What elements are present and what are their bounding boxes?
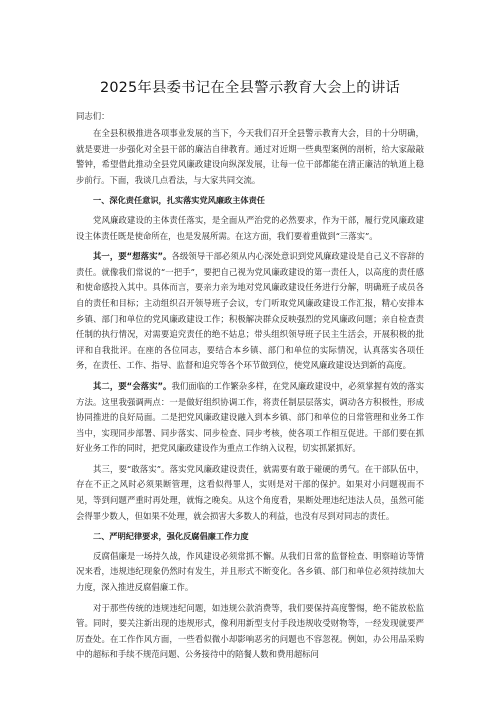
section-2-heading: 二、严明纪律要求，强化反腐倡廉工作力度	[93, 531, 249, 542]
section-1-paragraph: 党风廉政建设的主体责任落实，是全面从严治党的必然要求，作为干部，履行党风廉政建设主体责任既是使命所在，也是发展所需。在这方面，我们要着重做到“三落实”。	[76, 214, 424, 241]
point-1-paragraph	[76, 249, 424, 374]
point-2-paragraph	[76, 379, 424, 457]
point-2-text: 我们面临的工作繁杂多样，在党风廉政建设中，必须掌握有效的落实方法。这里我强调两点：一是做好组织协调工作，将责任制层层落实，调动各方积极性，形成协同推进的良好局面。二是把党风廉政建设融入到本乡镇、部门和单位的日常管理和业务工作当中，实现同步部署、同步落实、同步检查、同步考核，使各项工作相互促进。干部们要在抓好业务工作的同时，把党风廉政建设作为重点工作纳入议程，切实抓紧抓好。	[76, 380, 424, 454]
document-title: 2025年县委书记在全县警示教育大会上的讲话	[99, 80, 401, 96]
point-3-paragraph	[76, 462, 424, 524]
salutation: 同志们：	[76, 111, 110, 121]
point-2-lead: 其二，要“会落实”。	[93, 380, 172, 391]
section-2-paragraph-2: 对于那些传统的违规违纪问题，如违规公款消费等，我们要保持高度警惕，绝不能放松监管。同时，要关注新出现的违规形式，像利用新型支付手段违规收受财物等，一经发现就要严厉查处。在工作作风方面，一些看似微小却影响恶劣的问题也不容忽视。例如，办公用品采购中的超标和手续不规范问题、公务接待中的陪餐人数和费用超标问	[76, 602, 424, 660]
point-3-lead: 其三，要“敢落实”。	[93, 463, 170, 474]
document-body	[76, 108, 424, 668]
point-1-text: 各级领导干部必须从内心深处意识到党风廉政建设是自己义不容辞的责任。就像我们常说的“一把手”，要把自己视为党风廉政建设的第一责任人，以高度的责任感和使命感投入其中。具体而言，要亲力亲为地对党风廉政建设任务进行分解，明确班子成员各自的责任和目标；主动组织召开领导班子会议，专门听取党风廉政建设工作汇报，精心安排本乡镇、部门和单位的党风廉政建设工作；积极解决群众反映强烈的党风廉政问题；亲自检查责任制的执行情况，对需要追究责任的绝不姑息；带头组织领导班子民主生活会，开展积极的批评和自我批评。在座的各位同志，要结合本乡镇、部门和单位的实际情况，认真落实各项任务，在责任、工作、指导、监督和追究等各个环节做到位，使党风廉政建设达到新的高度。	[76, 251, 424, 371]
section-2-paragraph-1: 反腐倡廉是一场持久战，作风建设必须常抓不懈。从我们日常的监督检查、明察暗访等情况来看，违规违纪现象仍然时有发生，并且形式不断变化。各乡镇、部门和单位必须持续加大力度，深入推进反腐倡廉工作。	[76, 550, 424, 593]
point-1-lead: 其一，要“想落实”。	[93, 251, 172, 262]
point-3-text: 落实党风廉政建设责任，就需要有敢于碰硬的勇气。在干部队伍中，存在不正之风时必须果断管理，这看似得罪人，实则是对干部的保护。如果对小问题视而不见，等到问题严重时再处理，就悔之晚矣。从这个角度看，果断处理违纪违法人员，虽然可能会得罪少数人，但如果不处理，就会损害大多数人的利益，也没有尽到对同志的责任。	[76, 463, 425, 521]
intro-paragraph: 在全县积极推进各项事业发展的当下，今天我们召开全县警示教育大会，目的十分明确，就是要进一步强化对全县干部的廉洁自律教育。通过对近期一些典型案例的剖析，给大家敲敲警钟，希望借此推动全县党风廉政建设向纵深发展，让每一位干部都能在清正廉洁的轨道上稳步前行。下面，我谈几点看法，与大家共同交流。	[76, 128, 424, 185]
section-1-heading: 一、深化责任意识，扎实落实党风廉政主体责任	[93, 195, 265, 206]
